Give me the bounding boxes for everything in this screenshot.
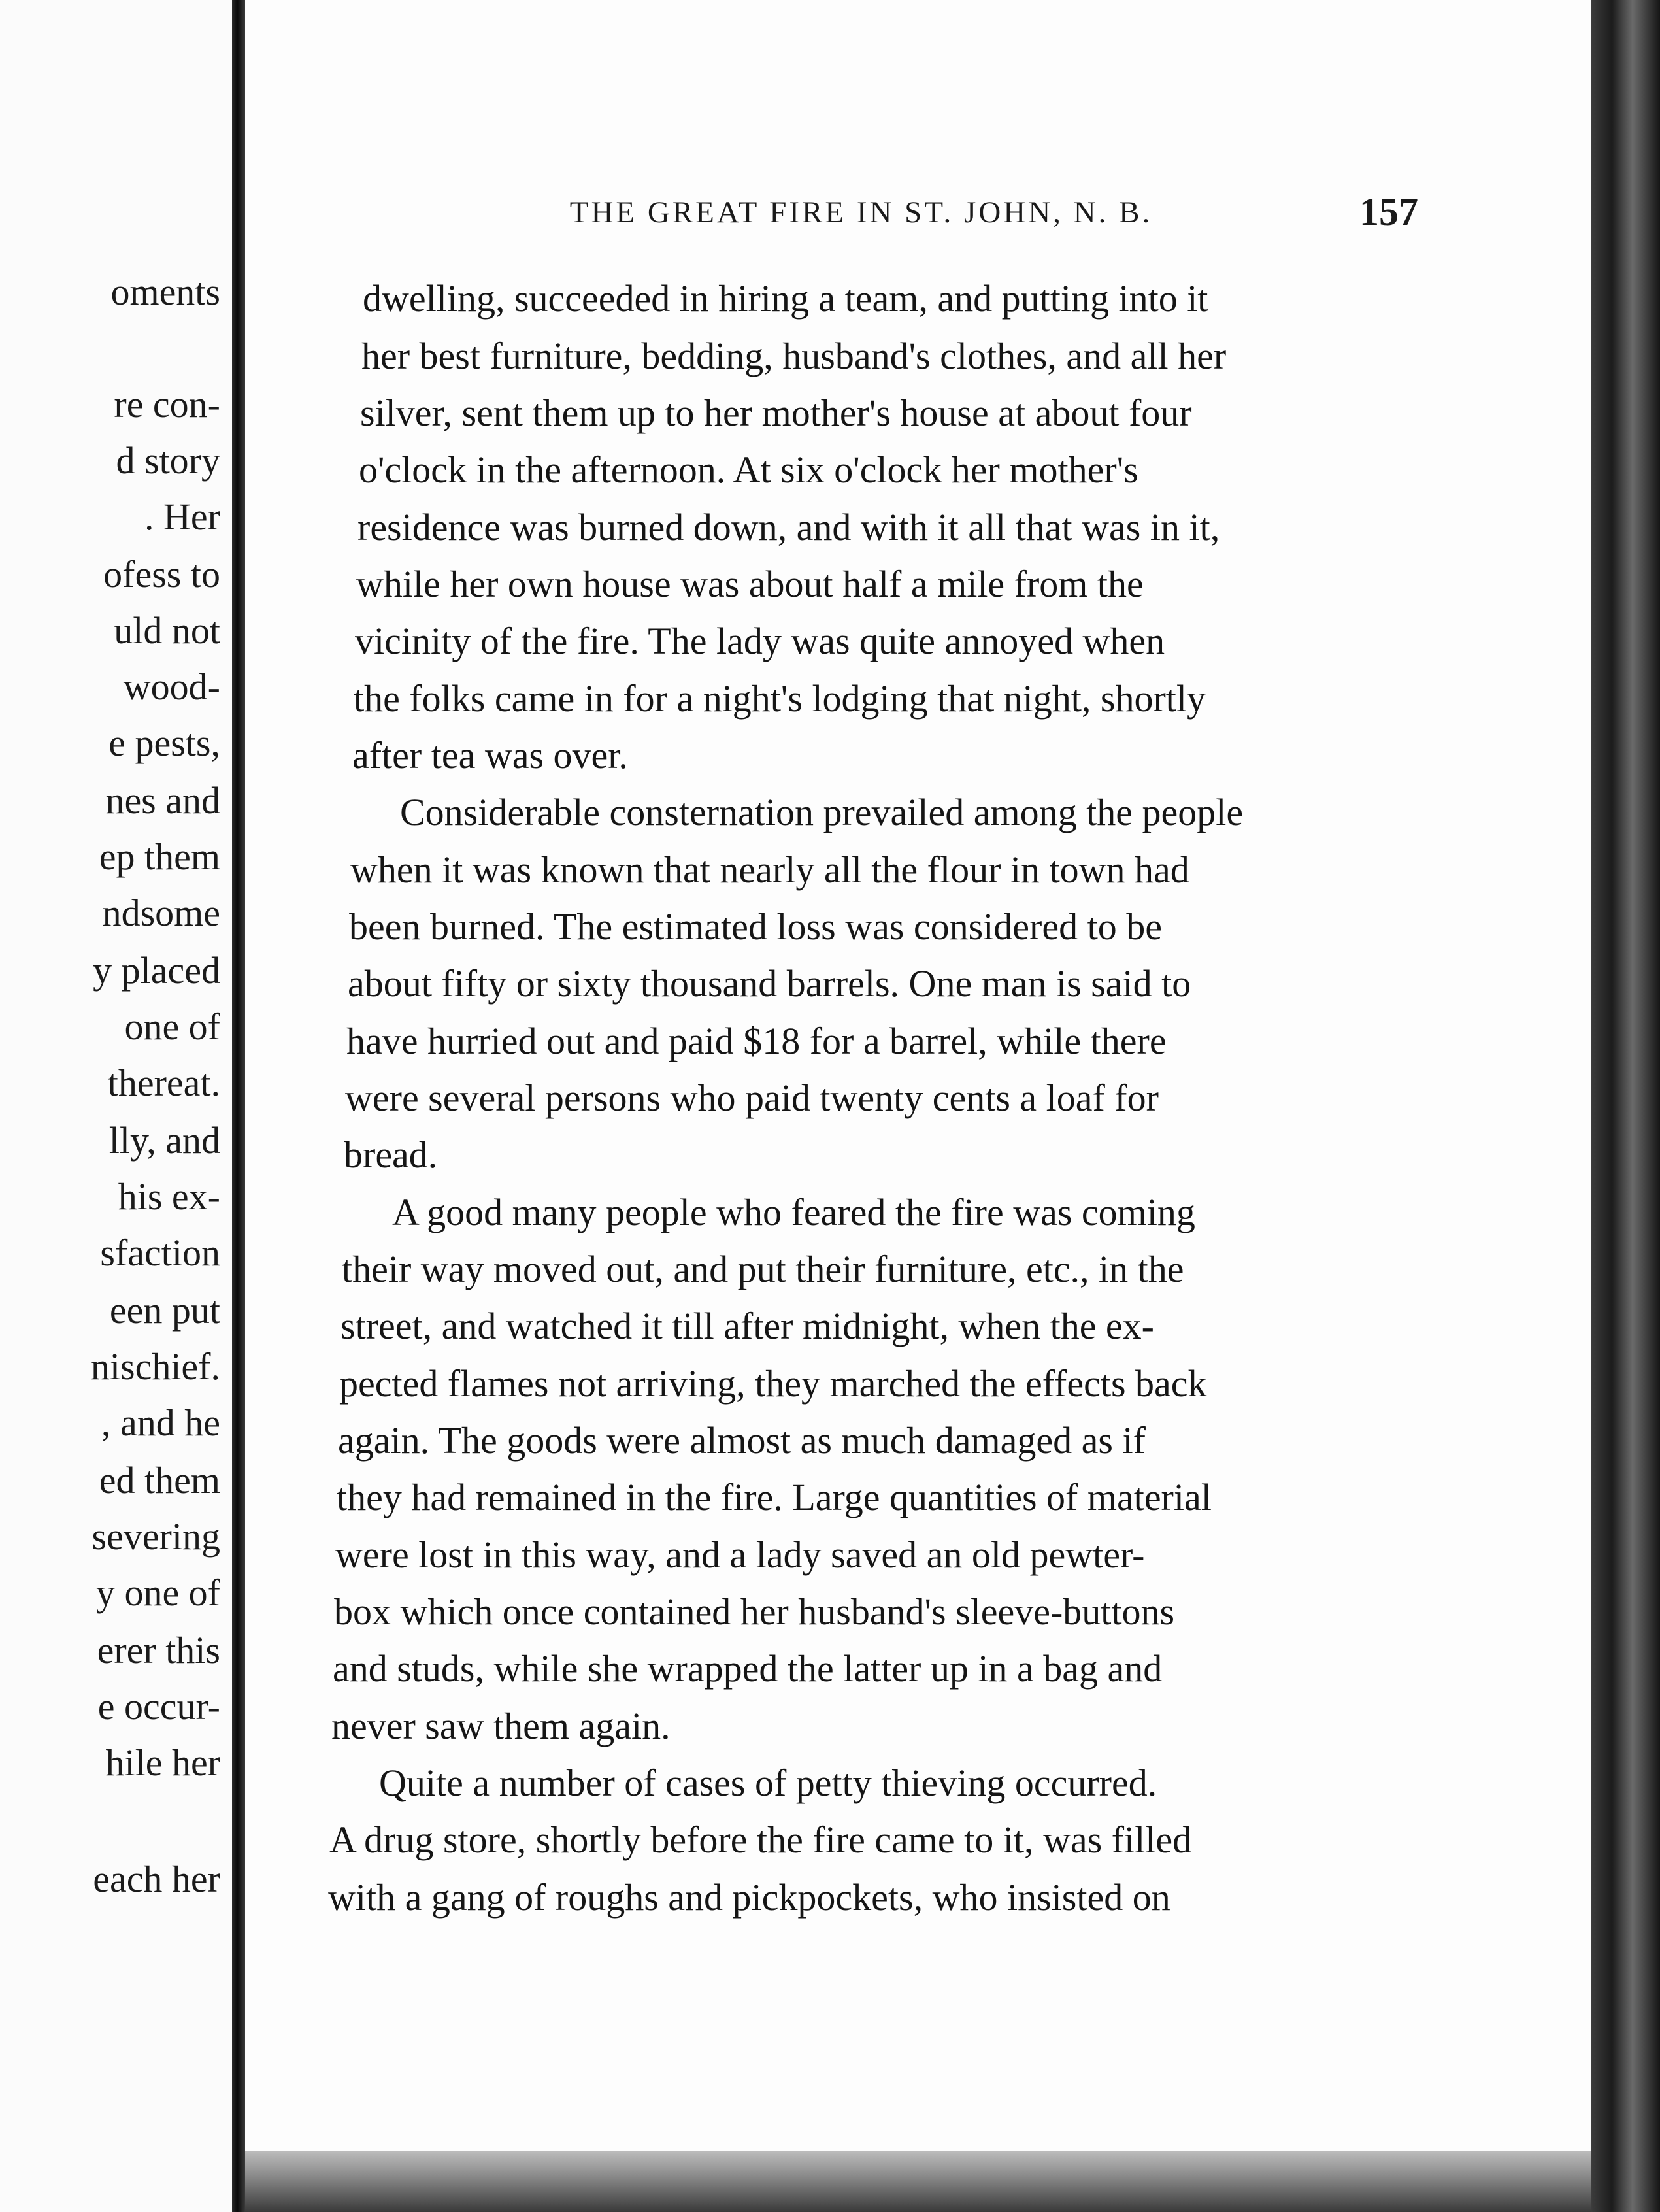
left-page-text-line: hile her: [105, 1741, 220, 1784]
left-page-text-line: . Her: [144, 495, 220, 538]
left-page-text-line: wood-: [123, 665, 220, 708]
body-text-line: street, and watched it till after midnight, when the ex-: [340, 1305, 1154, 1347]
body-text-line: o'clock in the afternoon. At six o'clock her mother's: [359, 448, 1138, 491]
book-cover-edge: [1591, 0, 1660, 2212]
running-head: THE GREAT FIRE IN ST. JOHN, N. B.: [569, 195, 1153, 229]
left-page-text-line: e occur-: [97, 1685, 220, 1728]
left-page-text-line: d story: [116, 439, 220, 482]
body-text-line: silver, sent them up to her mother's house at about four: [360, 392, 1192, 434]
left-page: [0, 0, 232, 2212]
left-page-text-line: severing: [91, 1515, 220, 1558]
body-text-line: again. The goods were almost as much damaged as if: [338, 1419, 1146, 1462]
book-gutter: [232, 0, 245, 2212]
left-page-text-line: lly, and: [108, 1119, 220, 1162]
left-page-text-line: ed them: [99, 1459, 220, 1501]
left-page-text-line: sfaction: [100, 1232, 220, 1274]
body-text-line: A good many people who feared the fire was coming: [392, 1191, 1195, 1233]
body-text-line: were several persons who paid twenty cents a loaf for: [345, 1077, 1159, 1119]
left-page-text-line: een put: [109, 1289, 220, 1332]
body-text-line: about fifty or sixty thousand barrels. One man is said to: [348, 962, 1191, 1005]
left-page-text-line: re con-: [114, 383, 220, 426]
left-page-text-line: ofess to: [103, 553, 220, 595]
body-text-line: they had remained in the fire. Large quantities of material: [337, 1476, 1212, 1518]
left-page-text-line: ndsome: [102, 892, 220, 934]
left-page-text-line: his ex-: [118, 1175, 220, 1218]
body-text-line: have hurried out and paid $18 for a barrel, while there: [346, 1020, 1167, 1062]
body-text-line: after tea was over.: [352, 734, 628, 777]
left-page-text-line: nischief.: [90, 1345, 220, 1388]
body-text-line: bread.: [344, 1133, 438, 1176]
body-text-line: vicinity of the fire. The lady was quite annoyed when: [355, 620, 1165, 662]
left-page-text-line: one of: [124, 1005, 220, 1048]
left-page-text-line: , and he: [101, 1401, 220, 1444]
left-page-text-line: y one of: [95, 1571, 220, 1614]
body-text-line: with a gang of roughs and pickpockets, who insisted on: [328, 1876, 1170, 1919]
left-page-text-line: nes and: [105, 779, 220, 822]
left-page-text-line: oments: [110, 271, 220, 313]
body-text-line: were lost in this way, and a lady saved an old pewter-: [335, 1533, 1145, 1576]
body-text-line: Considerable consternation prevailed among the people: [400, 791, 1244, 833]
left-page-text-line: e pests,: [108, 722, 220, 764]
left-page-text-line: uld not: [114, 609, 220, 652]
body-text-line: the folks came in for a night's lodging that night, shortly: [354, 677, 1206, 720]
body-text-line: box which once contained her husband's sleeve-buttons: [334, 1590, 1175, 1633]
left-page-text-line: y placed: [93, 949, 220, 992]
left-page-text-line: ep them: [99, 835, 220, 878]
left-page-text-line: each her: [93, 1858, 220, 1900]
page-number: 157: [1359, 190, 1418, 233]
body-text-line: residence was burned down, and with it all that was in it,: [357, 506, 1220, 548]
body-text-line: her best furniture, bedding, husband's clothes, and all her: [361, 335, 1227, 377]
body-text-line: Quite a number of cases of petty thieving occurred.: [379, 1762, 1157, 1804]
body-text-line: dwelling, succeeded in hiring a team, and putting into it: [363, 277, 1208, 320]
body-text-line: never saw them again.: [331, 1705, 671, 1747]
body-text-line: while her own house was about half a mile from the: [356, 563, 1144, 605]
body-text-line: A drug store, shortly before the fire came to it, was filled: [329, 1818, 1192, 1861]
left-page-text-line: thereat.: [107, 1062, 220, 1104]
left-page-text-line: erer this: [97, 1629, 220, 1671]
body-text-line: their way moved out, and put their furniture, etc., in the: [342, 1248, 1184, 1290]
body-text-line: pected flames not arriving, they marched the effects back: [339, 1362, 1207, 1405]
page-bottom-edge: [245, 2151, 1591, 2212]
body-text-line: been burned. The estimated loss was considered to be: [349, 905, 1162, 948]
body-text-line: when it was known that nearly all the flour in town had: [350, 848, 1189, 891]
body-text-line: and studs, while she wrapped the latter up in a bag and: [333, 1647, 1163, 1690]
